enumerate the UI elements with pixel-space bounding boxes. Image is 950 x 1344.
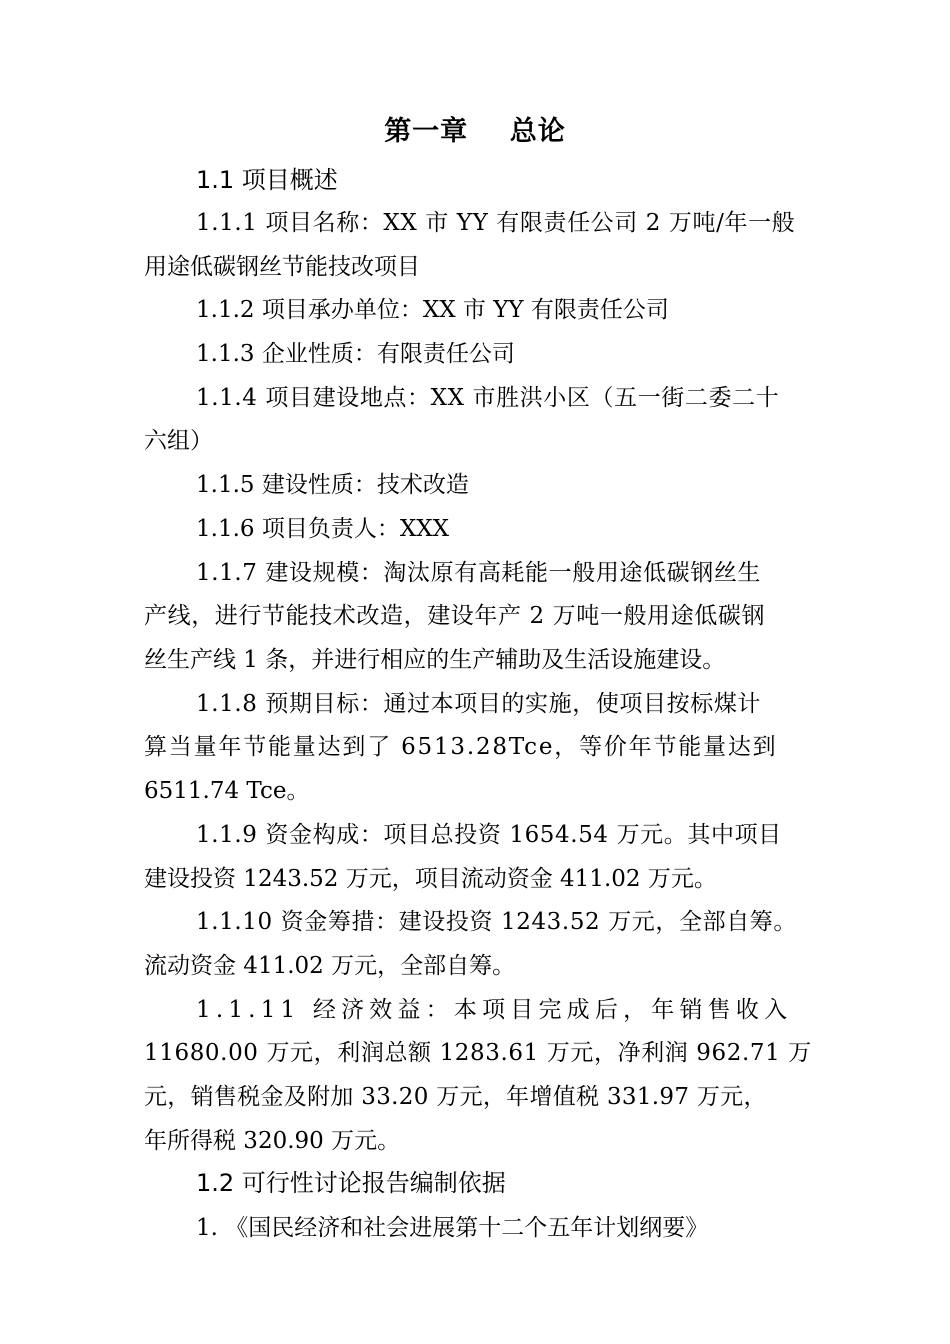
paragraph-line: 1.1.5 建设性质：技术改造 [196, 472, 469, 498]
paragraph-line: 1. 《国民经济和社会进展第十二个五年计划纲要》 [196, 1215, 709, 1241]
paragraph-line: 1.1.11 经济效益：本项目完成后，年销售收入 [196, 997, 793, 1023]
paragraph-line: 11680.00 万元，利润总额 1283.61 万元，净利润 962.71 万 [144, 1040, 812, 1066]
paragraph-line: 1.1.8 预期目标：通过本项目的实施，使项目按标煤计 [196, 691, 762, 717]
paragraph-line: 算当量年节能量达到了 6513.28Tce，等价年节能量达到 [144, 734, 778, 760]
paragraph-line: 年所得税 320.90 万元。 [144, 1128, 401, 1154]
paragraph-line: 建设投资 1243.52 万元，项目流动资金 411.02 万元。 [144, 866, 717, 892]
chapter-title: 第一章 总论 [384, 116, 566, 147]
paragraph-line: 1.1.10 资金筹措：建设投资 1243.52 万元，全部自筹。 [196, 909, 797, 935]
paragraph-line: 1.1.7 建设规模：淘汰原有高耗能一般用途低碳钢丝生 [196, 560, 762, 586]
paragraph-line: 6511.74 Tce。 [144, 778, 310, 804]
paragraph-line: 用途低碳钢丝节能技改项目 [144, 254, 420, 280]
paragraph-line: 丝生产线 1 条，并进行相应的生产辅助及生活设施建设。 [144, 647, 726, 673]
paragraph-line: 元，销售税金及附加 33.20 万元，年增值税 331.97 万元， [144, 1084, 767, 1110]
paragraph-line: 1.1.6 项目负责人：XXX [196, 516, 449, 542]
section-heading-1-1: 1.1 项目概述 [196, 166, 338, 194]
paragraph-line: 六组） [144, 428, 213, 454]
paragraph-line: 流动资金 411.02 万元，全部自筹。 [144, 953, 516, 979]
paragraph-line: 1.1.2 项目承办单位：XX 市 YY 有限责任公司 [196, 297, 669, 323]
section-heading-1-2: 1.2 可行性讨论报告编制依据 [196, 1169, 506, 1197]
paragraph-line: 产线，进行节能技术改造，建设年产 2 万吨一般用途低碳钢 [144, 603, 766, 629]
paragraph-line: 1.1.4 项目建设地点：XX 市胜洪小区（五一街二委二十 [196, 385, 780, 411]
paragraph-line: 1.1.9 资金构成：项目总投资 1654.54 万元。其中项目 [196, 822, 782, 848]
paragraph-line: 1.1.1 项目名称：XX 市 YY 有限责任公司 2 万吨/年一般 [196, 210, 796, 236]
paragraph-line: 1.1.3 企业性质：有限责任公司 [196, 341, 515, 367]
